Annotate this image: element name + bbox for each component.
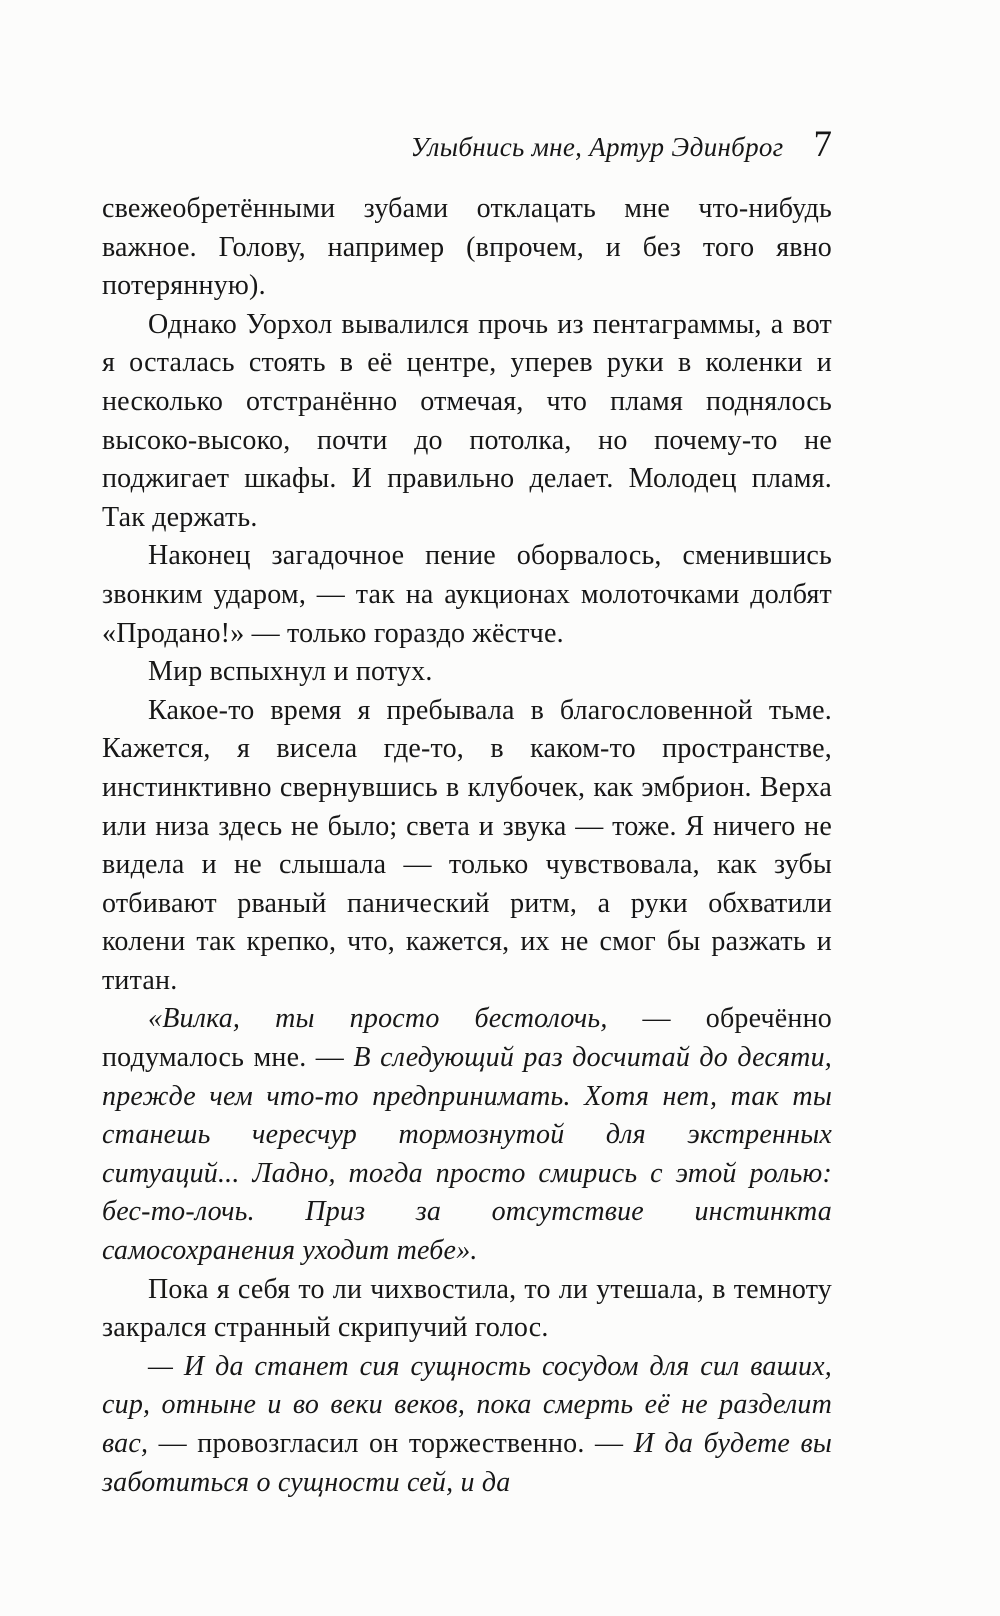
italic-text-run: «Вилка, ты просто бестолочь, [148, 1003, 643, 1035]
paragraph [102, 537, 832, 653]
page-body [102, 190, 832, 1502]
text-run: Пока я себя то ли чихвостила, то ли утешала, в темноту закрался странный скрипучий голос. [102, 1273, 832, 1344]
paragraph [102, 1000, 832, 1270]
page-number: 7 [813, 124, 832, 165]
text-run: Какое-то время я пребывала в благословенной тьме. Кажется, я висела где-то, в каком-то пространстве, инстинктивно свернувшись в клубочек, как эмбрион. Верха или низа здесь не было; света и звука — тоже. Я ничего не видела и не слышала — только чувствовала, как зубы отбивают рваный панический ритм, а руки обхватили колени так крепко, что, кажется, их не смог бы разжать и титан. [102, 694, 832, 996]
paragraph [102, 190, 832, 306]
paragraph [102, 1348, 832, 1502]
paragraph [102, 1271, 832, 1348]
italic-text-run: И да будете вы заботиться о сущности сей, и да [102, 1428, 833, 1498]
page-header [102, 126, 832, 163]
text-run: Однако Уорхол вывалился прочь из пентаграммы, а вот я осталась стоять в её центре, уперев руки в коленки и несколько отстранённо отмечая, что пламя поднялось высоко-высоко, почти до потолка, но почему-то не поджигает шкафы. И правильно делает. Молодец пламя. Так держать. [102, 308, 832, 533]
text-run: — провозгласил он торжественно. — [158, 1428, 634, 1459]
paragraph [102, 306, 832, 538]
text-run: Мир вспыхнул и потух. [148, 656, 433, 688]
italic-text-run: — И да станет сия сущность сосудом для сил ваших, сир, отныне и во веки веков, пока смерть её не разделит вас, [102, 1350, 832, 1459]
italic-text-run: В следующий раз досчитай до десяти, прежде чем что-то предпринимать. Хотя нет, так ты станешь чересчур тормознутой для экстренных ситуаций... Ладно, тогда просто смирись с этой ролью: бес-то-лочь. Приз за отсутствие инстинкта самосохранения уходит тебе». [102, 1042, 832, 1267]
paragraph [102, 653, 832, 692]
paragraph [102, 692, 832, 1001]
text-run: — обречённо подумалось мне. — [102, 1003, 832, 1074]
text-run: свежеобретёнными зубами отклацать мне что-нибудь важное. Голову, например (впрочем, и без того явно потерянную). [102, 193, 832, 302]
running-title: Улыбнись мне, Артур Эдинброг [410, 132, 784, 162]
text-run: Наконец загадочное пение оборвалось, сменившись звонким ударом, — так на аукционах молоточками долбят «Продано!» — только гораздо жёстче. [102, 540, 832, 649]
